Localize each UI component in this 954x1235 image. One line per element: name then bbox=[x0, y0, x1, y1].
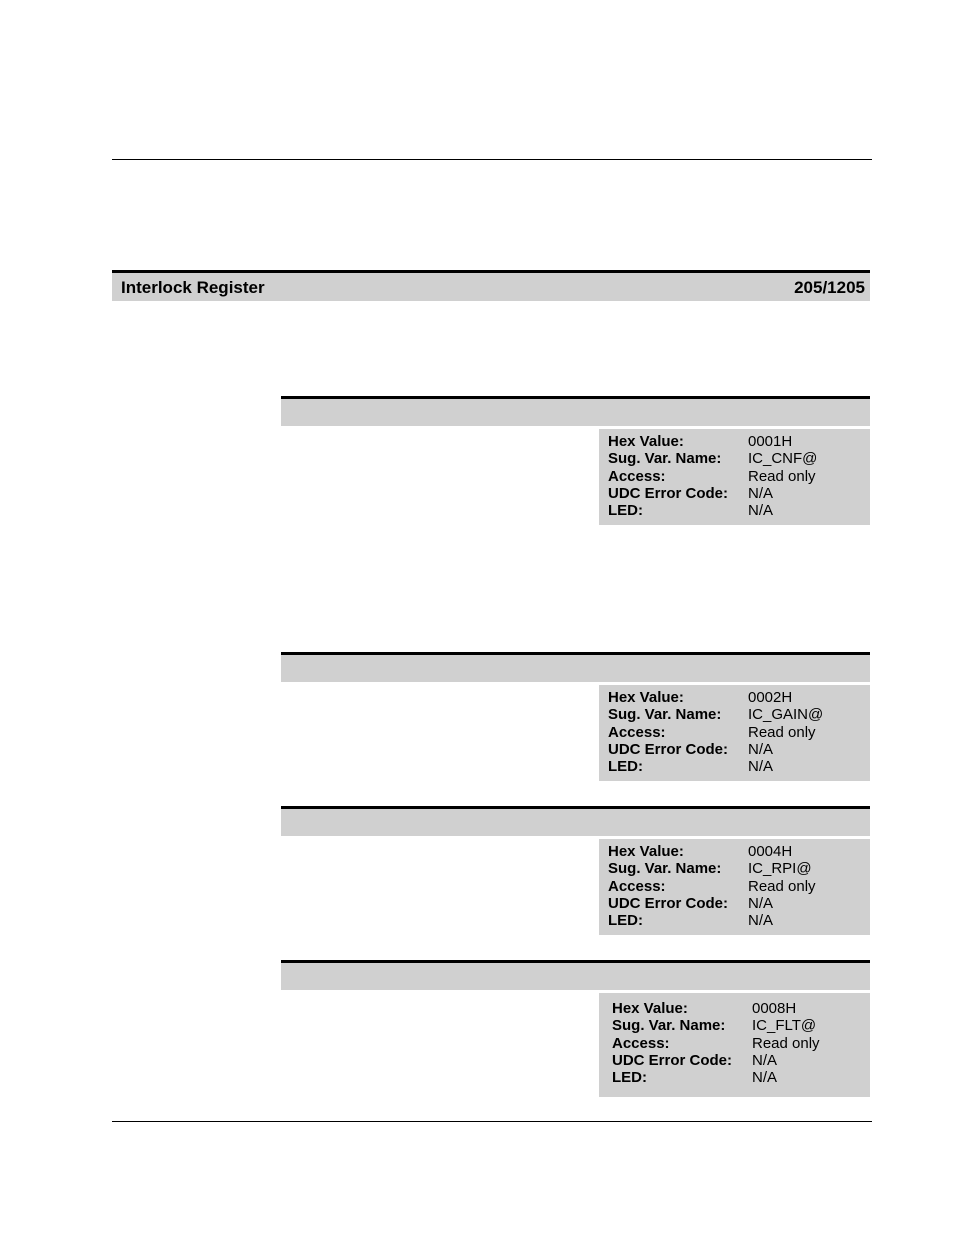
led-label: LED: bbox=[608, 502, 643, 520]
hex-value: 0002H bbox=[748, 689, 793, 706]
hex-value-row bbox=[608, 689, 870, 706]
led-row bbox=[608, 758, 870, 775]
hex-value-row bbox=[608, 433, 870, 450]
access-label: Access: bbox=[608, 877, 666, 895]
bit-info-box-1 bbox=[599, 685, 870, 781]
sug-var-name-row bbox=[608, 706, 870, 723]
sug-var-name-label: Sug. Var. Name: bbox=[612, 1017, 726, 1035]
hex-value-label: Hex Value: bbox=[608, 843, 684, 860]
sug-var-name-label: Sug. Var. Name: bbox=[608, 450, 722, 468]
bit-info-box-3 bbox=[599, 993, 870, 1097]
top-rule bbox=[112, 159, 872, 160]
udc-error-code: N/A bbox=[748, 894, 774, 912]
led-row bbox=[608, 912, 870, 929]
led-value: N/A bbox=[752, 1069, 778, 1087]
hex-value-label: Hex Value: bbox=[608, 689, 684, 706]
hex-value-label: Hex Value: bbox=[612, 1000, 688, 1017]
sug-var-name: IC_RPI@ bbox=[748, 860, 812, 878]
register-header bbox=[112, 270, 870, 301]
sug-var-name: IC_FLT@ bbox=[752, 1017, 817, 1035]
sug-var-name: IC_GAIN@ bbox=[748, 706, 824, 724]
led-label: LED: bbox=[608, 758, 643, 776]
udc-error-code: N/A bbox=[752, 1051, 778, 1069]
sug-var-name-row bbox=[612, 1017, 870, 1034]
udc-error-code-row bbox=[612, 1052, 870, 1069]
sug-var-name: IC_CNF@ bbox=[748, 450, 818, 468]
sug-var-name-row bbox=[608, 450, 870, 467]
led-value: N/A bbox=[748, 502, 774, 520]
hex-value: 0001H bbox=[748, 433, 793, 450]
access-value: Read only bbox=[748, 723, 816, 741]
bit-header-1 bbox=[281, 652, 870, 682]
udc-error-code-row bbox=[608, 485, 870, 502]
udc-error-code-row bbox=[608, 741, 870, 758]
hex-value: 0004H bbox=[748, 843, 793, 860]
led-value: N/A bbox=[748, 912, 774, 930]
udc-error-code-label: UDC Error Code: bbox=[608, 484, 729, 502]
sug-var-name-label: Sug. Var. Name: bbox=[608, 860, 722, 878]
bottom-rule bbox=[112, 1121, 872, 1122]
access-label: Access: bbox=[612, 1034, 670, 1052]
udc-error-code: N/A bbox=[748, 484, 774, 502]
access-row bbox=[608, 724, 870, 741]
bit-info-box-2 bbox=[599, 839, 870, 935]
sug-var-name-row bbox=[608, 860, 870, 877]
access-value: Read only bbox=[752, 1034, 820, 1052]
sug-var-name-label: Sug. Var. Name: bbox=[608, 706, 722, 724]
access-row bbox=[612, 1035, 870, 1052]
access-value: Read only bbox=[748, 467, 816, 485]
bit-header-3 bbox=[281, 960, 870, 990]
access-row bbox=[608, 878, 870, 895]
access-label: Access: bbox=[608, 467, 666, 485]
udc-error-code-label: UDC Error Code: bbox=[608, 894, 729, 912]
udc-error-code-label: UDC Error Code: bbox=[612, 1051, 733, 1069]
register-number: 205/1205 bbox=[794, 278, 865, 297]
led-label: LED: bbox=[608, 912, 643, 930]
led-row bbox=[612, 1069, 870, 1086]
led-row bbox=[608, 502, 870, 519]
led-value: N/A bbox=[748, 758, 774, 776]
hex-value-row bbox=[608, 843, 870, 860]
hex-value-row bbox=[612, 1000, 870, 1017]
bit-header-0 bbox=[281, 396, 870, 426]
register-name: Interlock Register bbox=[121, 278, 265, 297]
access-row bbox=[608, 468, 870, 485]
bit-header-2 bbox=[281, 806, 870, 836]
access-value: Read only bbox=[748, 877, 816, 895]
access-label: Access: bbox=[608, 723, 666, 741]
udc-error-code: N/A bbox=[748, 740, 774, 758]
hex-value-label: Hex Value: bbox=[608, 433, 684, 450]
udc-error-code-label: UDC Error Code: bbox=[608, 740, 729, 758]
hex-value: 0008H bbox=[752, 1000, 797, 1017]
bit-info-box-0 bbox=[599, 429, 870, 525]
led-label: LED: bbox=[612, 1069, 647, 1087]
udc-error-code-row bbox=[608, 895, 870, 912]
